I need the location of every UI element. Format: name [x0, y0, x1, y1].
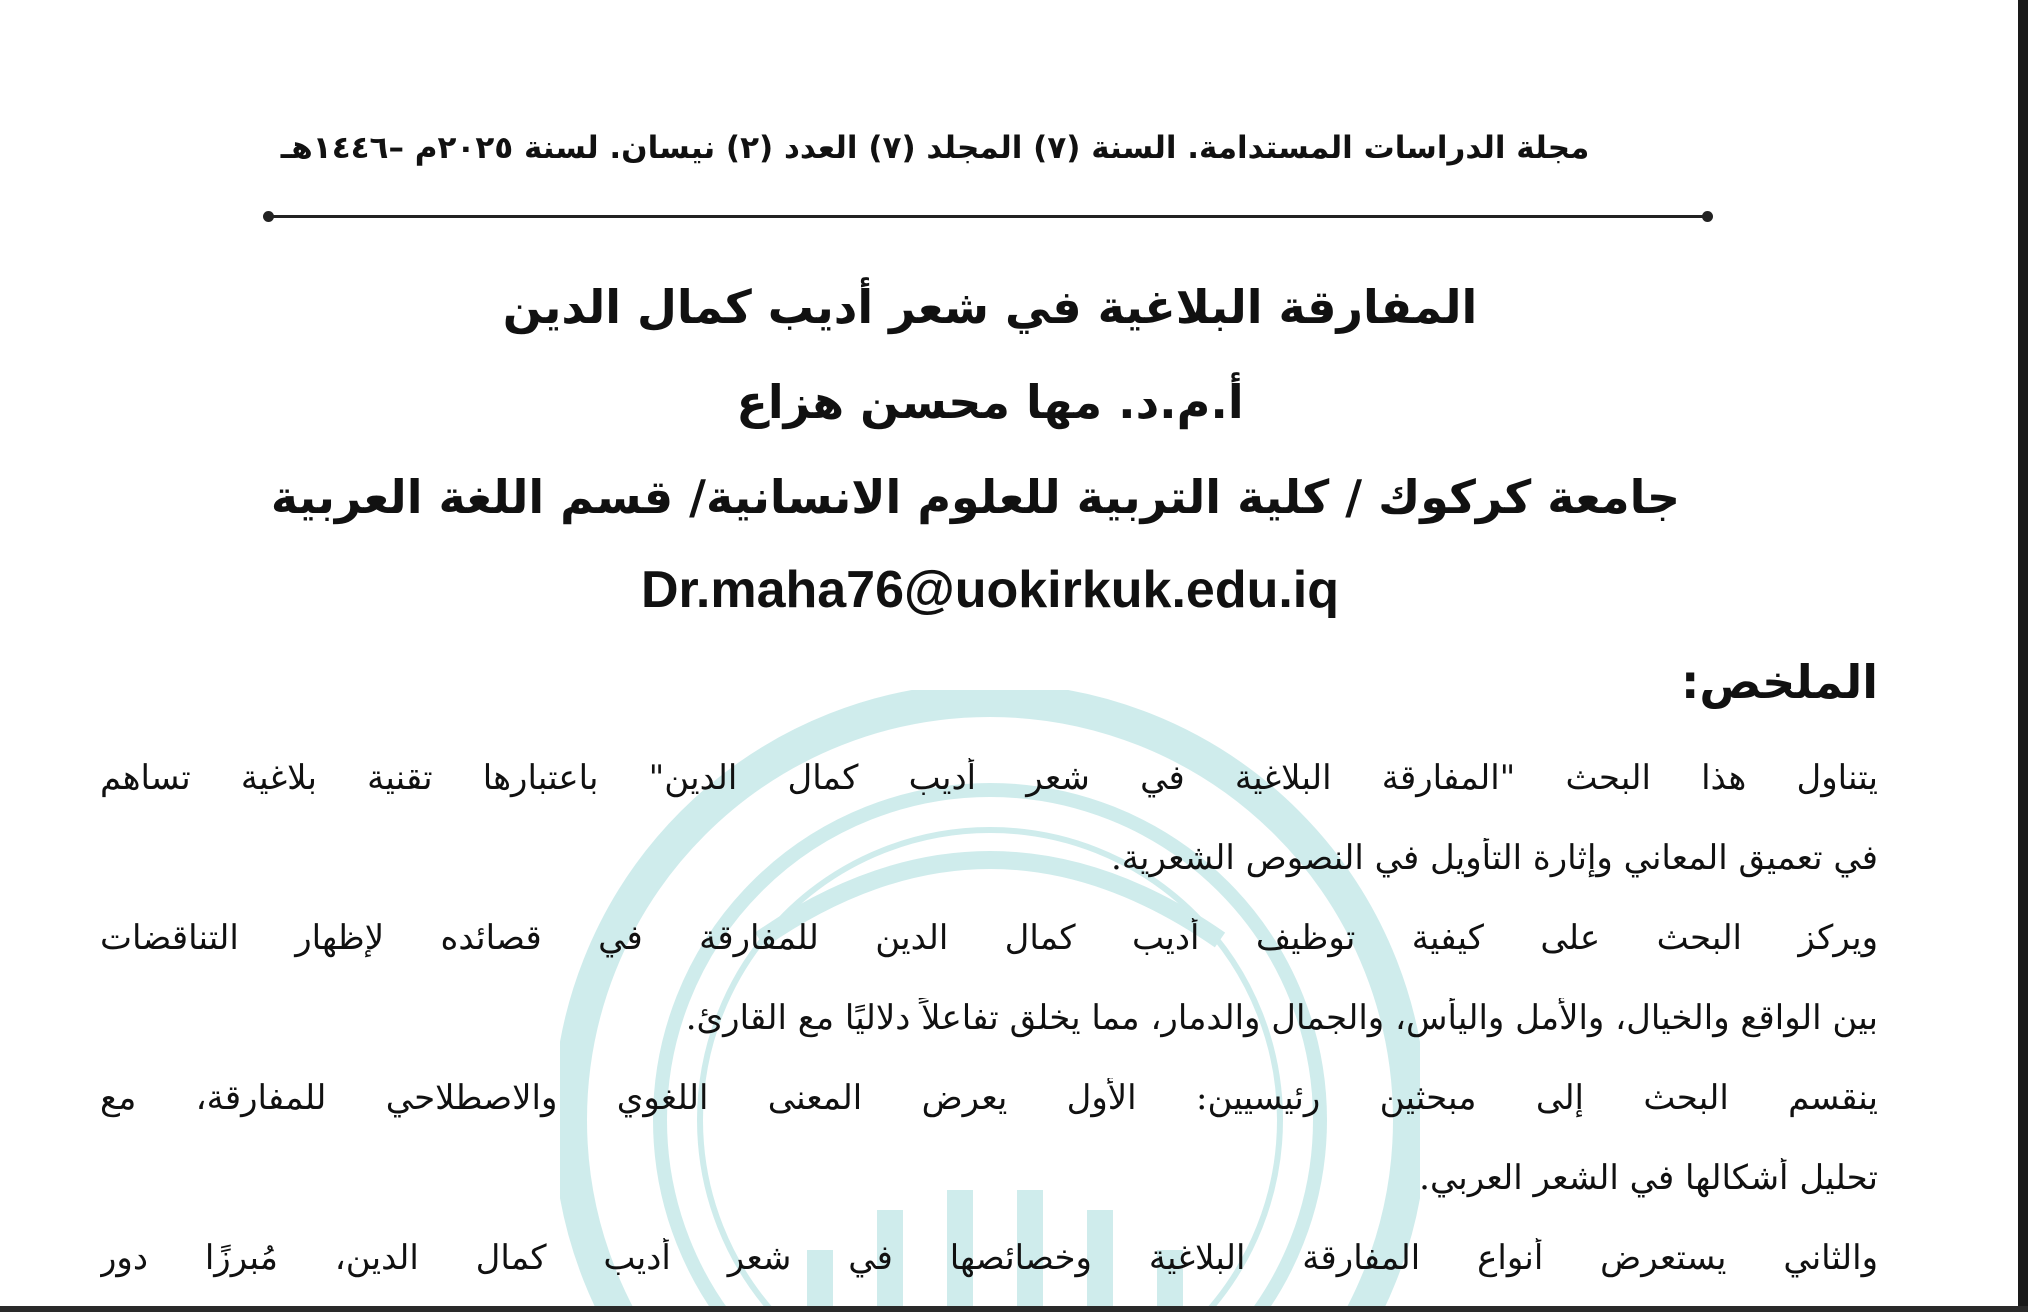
abstract-heading: الملخص:	[1681, 655, 1878, 709]
author-affiliation: جامعة كركوك / كلية التربية للعلوم الانسانية/ قسم اللغة العربية	[270, 470, 1680, 524]
header-divider	[268, 215, 1708, 218]
page-edge-right	[2018, 0, 2028, 1312]
journal-header: مجلة الدراسات المستدامة. السنة (٧) المجلد (٧) العدد (٢) نيسان. لسنة ٢٠٢٥م –١٤٤٦هـ	[280, 130, 1590, 166]
author-email: Dr.maha76@uokirkuk.edu.iq	[640, 561, 1340, 619]
abstract-line: تحليل أشكالها في الشعر العربي.	[1419, 1158, 1878, 1198]
paper-title: المفارقة البلاغية في شعر أديب كمال الدين	[502, 280, 1478, 334]
abstract-line: يتناول هذا البحث "المفارقة البلاغية في شعر أديب كمال الدين" باعتبارها تقنية بلاغية تساهم	[100, 758, 1878, 798]
page-edge-bottom	[0, 1306, 2028, 1312]
abstract-line: في تعميق المعاني وإثارة التأويل في النصوص الشعرية.	[1111, 838, 1878, 878]
abstract-line: والثاني يستعرض أنواع المفارقة البلاغية وخصائصها في شعر أديب كمال الدين، مُبرزًا دور	[100, 1238, 1878, 1278]
abstract-line: ويركز البحث على كيفية توظيف أديب كمال الدين للمفارقة في قصائده لإظهار التناقضات	[100, 918, 1878, 958]
abstract-line: بين الواقع والخيال، والأمل واليأس، والجمال والدمار، مما يخلق تفاعلاً دلاليًا مع القارئ.	[685, 998, 1878, 1038]
abstract-line: ينقسم البحث إلى مبحثين رئيسيين: الأول يعرض المعنى اللغوي والاصطلاحي للمفارقة، مع	[100, 1078, 1878, 1118]
author-name: أ.م.د. مها محسن هزاع	[736, 375, 1244, 429]
